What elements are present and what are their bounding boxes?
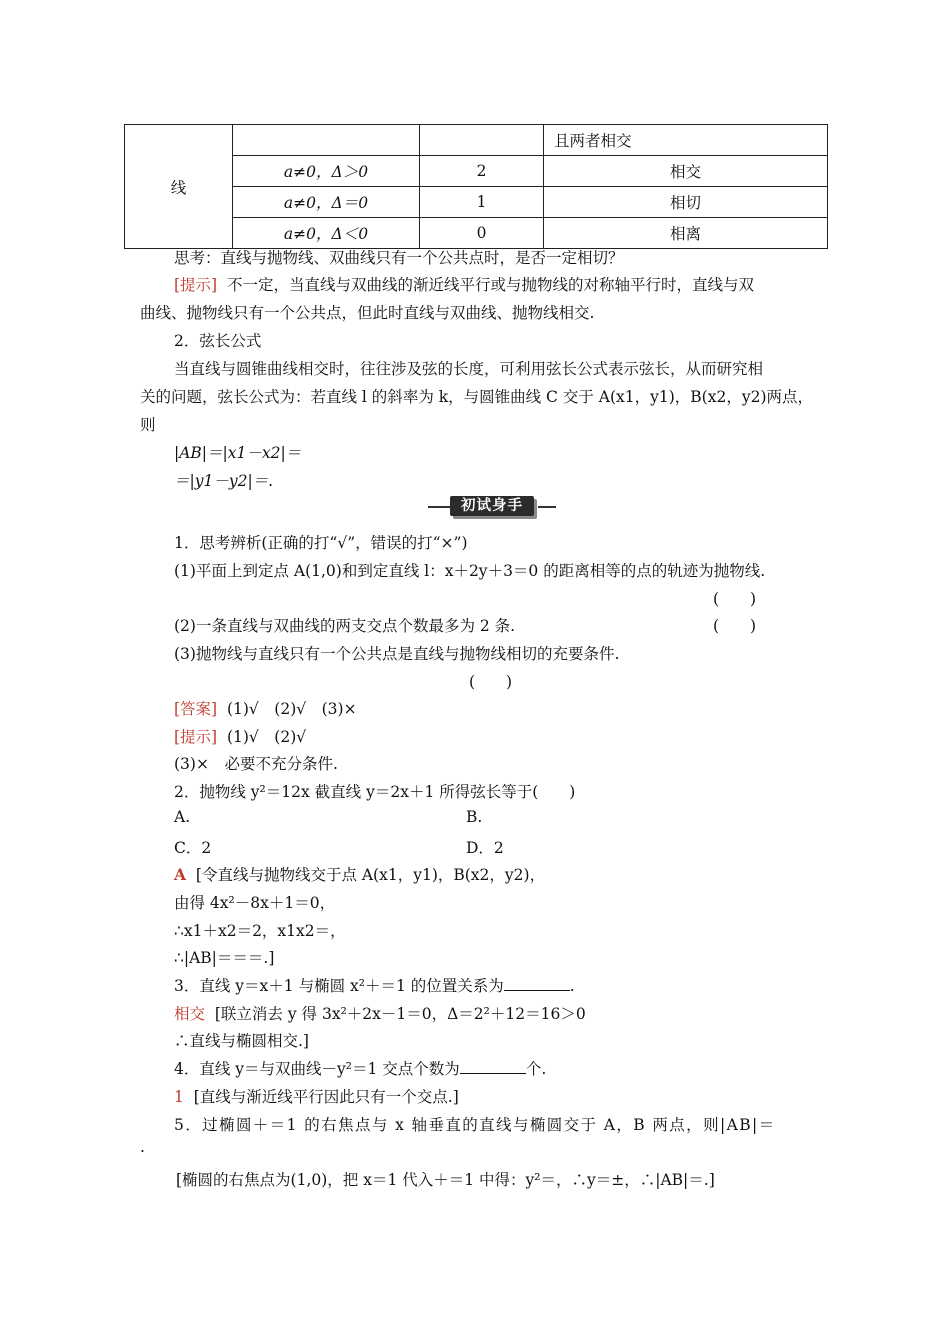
- table-cell-rel: 相离: [544, 218, 828, 249]
- badge-line-right: [538, 506, 556, 508]
- q3-solution-text: [联立消去 y 得 3x²＋2x－1＝0，Δ＝2²＋12＝16＞0: [214, 1005, 586, 1023]
- q2-stem: 2．抛物线 y²＝12x 截直线 y＝2x＋1 所得弦长等于( ): [174, 783, 576, 801]
- chord-paragraph: 关的问题，弦长公式为：若直线 l 的斜率为 k，与圆锥曲线 C 交于 A(x1，y1)，B(x2，y2)两点，: [140, 388, 813, 406]
- q3-solution: [174, 1002, 586, 1024]
- q2-option-a: A.: [174, 808, 191, 826]
- chord-formula: |AB|＝|x1－x2|＝: [174, 444, 302, 462]
- table-cell-cond: [233, 125, 420, 156]
- hint-label: [提示]: [174, 728, 218, 746]
- q1-stem: 1．思考辨析(正确的打“√”，错误的打“×”): [174, 534, 468, 552]
- table-cell-num: 2: [420, 156, 544, 187]
- hint-text: (1)√ (2)√: [226, 728, 307, 746]
- table-cell-rel: 且两者相交: [544, 125, 828, 156]
- q1-statement: (3)抛物线与直线只有一个公共点是直线与抛物线相切的充要条件.: [174, 645, 620, 663]
- table-first-col: 线: [125, 125, 233, 249]
- q5-stem: 5．过椭圆＋＝1 的右焦点与 x 轴垂直的直线与椭圆交于 A，B 两点，则|AB|＝: [174, 1116, 776, 1134]
- chord-heading: 2．弦长公式: [174, 332, 262, 350]
- q4-solution: [174, 1085, 459, 1107]
- q2-solution-line: ∴x1＋x2＝2，x1x2＝，: [174, 922, 346, 940]
- q2-solution-line: 由得 4x²－8x＋1＝0，: [174, 894, 336, 912]
- q2-option-c: C．2: [174, 839, 212, 857]
- q3-answer: 相交: [174, 1005, 206, 1023]
- table-cell-num: 0: [420, 218, 544, 249]
- q1-hint: [174, 725, 306, 747]
- q3-stem-text: 3．直线 y＝x＋1 与椭圆 x²＋＝1 的位置关系为: [174, 977, 504, 995]
- table-cell-cond: a≠0，Δ＝0: [233, 187, 420, 218]
- chord-paragraph: 则: [140, 416, 156, 434]
- table-cell-cond: a≠0，Δ＜0: [233, 218, 420, 249]
- q1-paren: ( ): [713, 590, 757, 608]
- q5-dot: .: [140, 1138, 145, 1156]
- q2-solution-text: [令直线与抛物线交于点 A(x1，y1)，B(x2，y2)，: [195, 866, 546, 884]
- q1-hint-2: (3)× 必要不充分条件.: [174, 755, 338, 773]
- q4-stem-text: 4．直线 y＝与双曲线－y²＝1 交点个数为: [174, 1060, 460, 1078]
- think-hint: [174, 273, 754, 295]
- answer-text: (1)√ (2)√ (3)×: [226, 700, 357, 718]
- q3-stem: 3．直线 y＝x＋1 与椭圆 x²＋＝1 的位置关系为 .: [174, 977, 575, 995]
- q2-solution: [174, 863, 545, 885]
- q2-option-d: D．2: [466, 839, 504, 857]
- q1-paren: ( ): [469, 673, 513, 691]
- q2-answer: A: [174, 865, 187, 884]
- table-cell-cond: a≠0，Δ＞0: [233, 156, 420, 187]
- q2-option-b: B.: [466, 808, 483, 826]
- table-cell-num: 1: [420, 187, 544, 218]
- hint-text-cont: 曲线、抛物线只有一个公共点，但此时直线与双曲线、抛物线相交.: [140, 304, 595, 322]
- chord-formula: ＝|y1－y2|＝.: [174, 472, 274, 490]
- think-question: 思考：直线与抛物线、双曲线只有一个公共点时，是否一定相切？: [174, 249, 624, 267]
- table-cell-num: [420, 125, 544, 156]
- q5-solution: [椭圆的右焦点为(1,0)，把 x＝1 代入＋＝1 中得：y²＝，∴y＝±，∴|AB|＝.]: [176, 1171, 715, 1189]
- section-badge: [428, 496, 556, 518]
- q3-blank[interactable]: [504, 976, 570, 991]
- q1-statement: (2)一条直线与双曲线的两支交点个数最多为 2 条.: [174, 617, 516, 635]
- q2-solution-line: ∴|AB|＝＝＝.]: [174, 949, 275, 967]
- q3-solution-line: ∴直线与椭圆相交.]: [174, 1032, 309, 1050]
- q4-stem: [174, 1057, 546, 1079]
- q4-blank[interactable]: [460, 1059, 526, 1074]
- badge-line-left: [428, 506, 450, 508]
- hint-label: [提示]: [174, 276, 218, 294]
- table-cell-rel: 相切: [544, 187, 828, 218]
- q1-paren: ( ): [713, 617, 757, 635]
- q4-unit: 个.: [525, 1060, 547, 1078]
- table-cell-rel: 相交: [544, 156, 828, 187]
- q4-answer: 1: [174, 1088, 184, 1106]
- q1-statement: (1)平面上到定点 A(1,0)和到定直线 l：x＋2y＋3＝0 的距离相等的点的轨迹为抛物线.: [174, 562, 766, 580]
- hint-text: 不一定，当直线与双曲线的渐近线平行或与抛物线的对称轴平行时，直线与双: [226, 276, 754, 294]
- q4-solution-text: [直线与渐近线平行因此只有一个交点.]: [193, 1088, 459, 1106]
- comparison-table: [124, 124, 828, 249]
- section-badge-label: 初试身手: [450, 496, 534, 516]
- q1-answer: [174, 697, 357, 719]
- answer-label: [答案]: [174, 700, 218, 718]
- chord-paragraph: 当直线与圆锥曲线相交时，往往涉及弦的长度，可利用弦长公式表示弦长，从而研究相: [174, 360, 764, 378]
